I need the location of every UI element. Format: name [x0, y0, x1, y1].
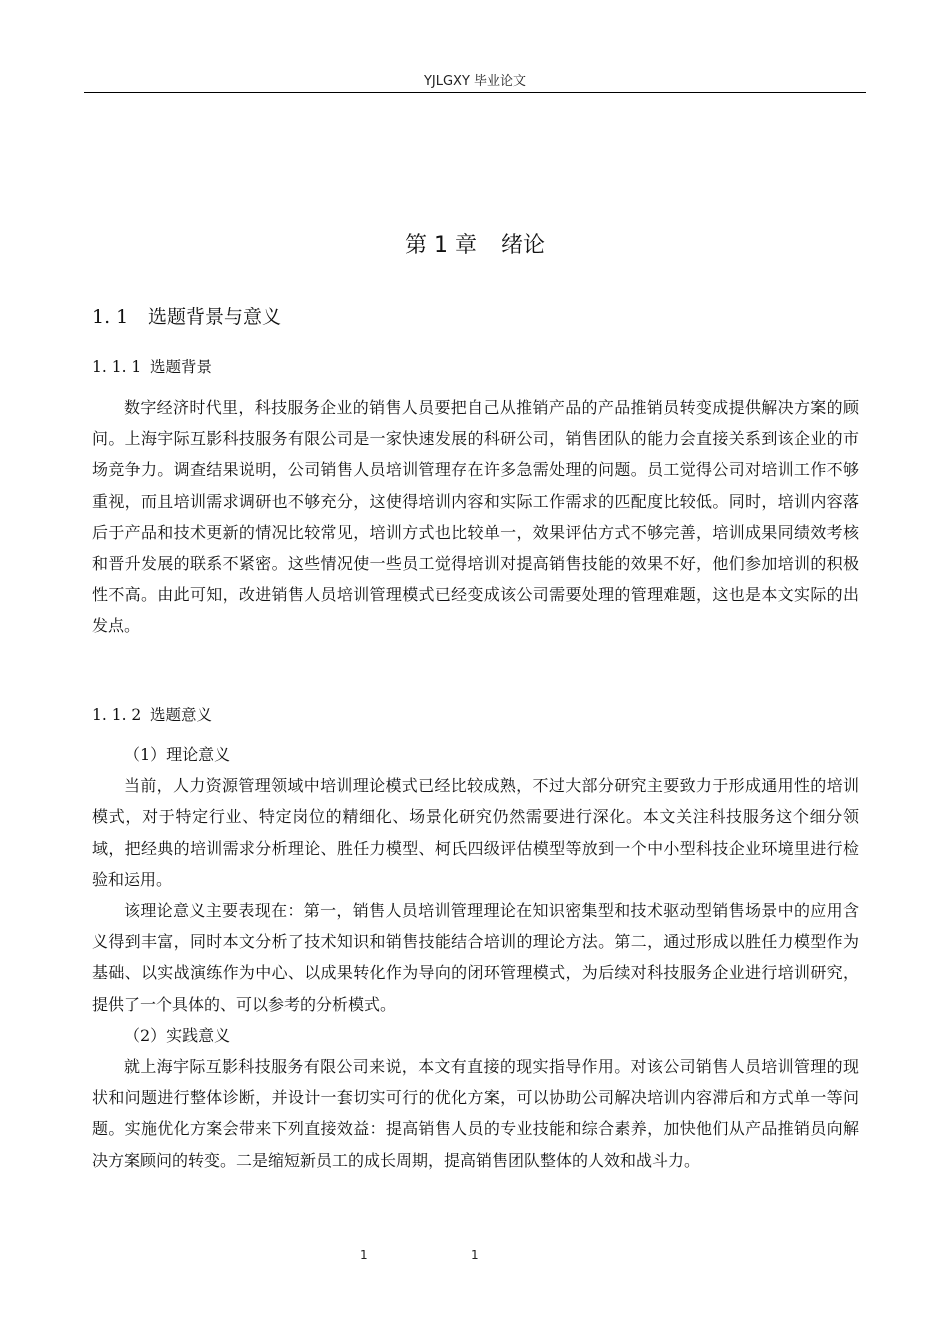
subsection-title: 选题意义	[150, 706, 213, 724]
section-heading-1-1	[92, 302, 281, 329]
subsection-heading-1-1-1	[92, 355, 212, 377]
header-rule	[84, 92, 866, 93]
subsection-number: 1. 1. 2	[92, 706, 142, 724]
section-number: 1. 1	[92, 306, 129, 328]
running-header: YJLGXY 毕业论文	[423, 74, 527, 89]
page-number-left: 1	[360, 1248, 368, 1262]
subsection-title: 选题背景	[150, 358, 213, 376]
subsection-number: 1. 1. 1	[92, 358, 142, 376]
chapter-name: 绪论	[500, 233, 545, 258]
theory-paragraph-1: 当前，人力资源管理领域中培训理论模式已经比较成熟，不过大部分研究主要致力于形成通用性的培训模式，对于特定行业、特定岗位的精细化、场景化研究仍然需要进行深化。本文关注科技服务这个细分领域，把经典的培训需求分析理论、胜任力模型、柯氏四级评估模型等放到一个中小型科技企业环境里进行检验和运用。	[92, 776, 859, 889]
page-number-right: 1	[471, 1248, 479, 1262]
significance-text	[92, 739, 859, 1176]
practice-label: （2）实践意义	[124, 1025, 231, 1045]
theory-paragraph-2: 该理论意义主要表现在：第一，销售人员培训管理理论在知识密集型和技术驱动型销售场景中的应用含义得到丰富，同时本文分析了技术知识和销售技能结合培训的理论方法。第二，通过形成以胜任力模型作为基础、以实战演练作为中心、以成果转化作为导向的闭环管理模式，为后续对科技服务企业进行培训研究，提供了一个具体的、可以参考的分析模式。	[92, 901, 859, 1014]
subsection-heading-1-1-2	[92, 703, 212, 725]
theory-label: （1）理论意义	[124, 745, 231, 764]
practice-paragraph-1: 就上海宇际互影科技服务有限公司来说，本文有直接的现实指导作用。对该公司销售人员培训管理的现状和问题进行整体诊断，并设计一套切实可行的优化方案，可以协助公司解决培训内容滞后和方式单一等问题。实施优化方案会带来下列直接效益：提高销售人员的专业技能和综合素养，加快他们从产品推销员向解决方案顾问的转变。二是缩短新员工的成长周期，提高销售团队整体的人效和战斗力。	[92, 1057, 859, 1170]
chapter-title	[0, 228, 950, 259]
background-paragraph: 数字经济时代里，科技服务企业的销售人员要把自己从推销产品的产品推销员转变成提供解决方案的顾问。上海宇际互影科技服务有限公司是一家快速发展的科研公司，销售团队的能力会直接关系到该企业的市场竞争力。调查结果说明，公司销售人员培训管理存在许多急需处理的问题。员工觉得公司对培训工作不够重视，而且培训需求调研也不够充分，这使得培训内容和实际工作需求的匹配度比较低。同时，培训内容落后于产品和技术更新的情况比较常见，培训方式也比较单一，效果评估方式不够完善，培训成果同绩效考核和晋升发展的联系不紧密。这些情况使一些员工觉得培训对提高销售技能的效果不好，他们参加培训的积极性不高。由此可知，改进销售人员培训管理模式已经变成该公司需要处理的管理难题，这也是本文实际的出发点。	[92, 398, 859, 636]
chapter-number: 第 1 章	[405, 233, 477, 258]
section-title: 选题背景与意义	[148, 306, 282, 328]
background-text	[92, 392, 859, 642]
